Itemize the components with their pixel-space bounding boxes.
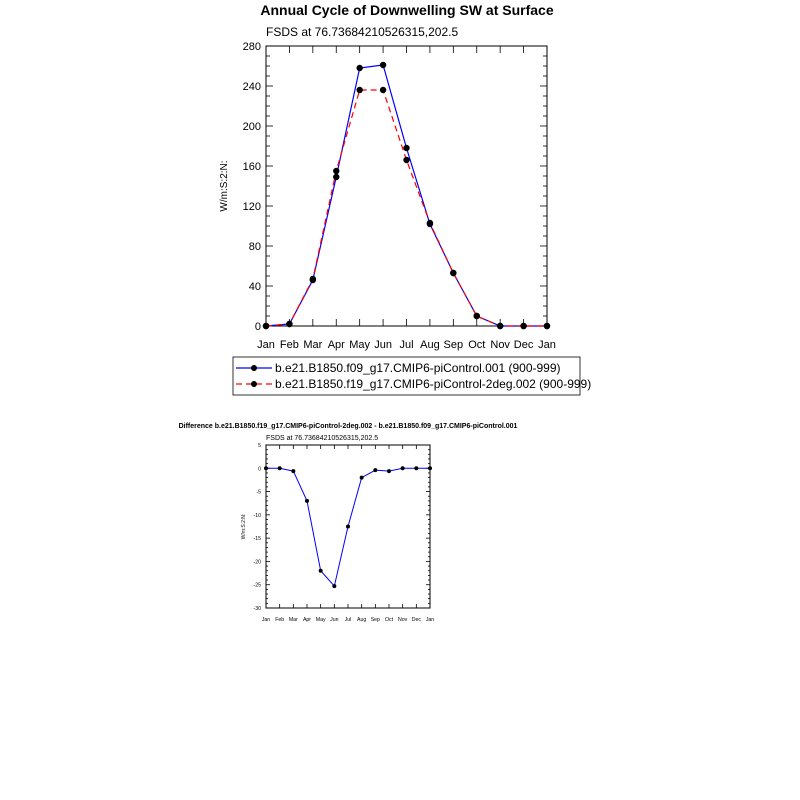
y-tick-label: 240 [242, 81, 261, 94]
y-tick-label: 40 [248, 281, 261, 294]
data-point [356, 65, 362, 71]
data-point [305, 499, 309, 503]
data-point [403, 145, 409, 151]
y-tick-label: 80 [248, 241, 261, 254]
data-point [380, 62, 386, 68]
x-tick-label: Jul [344, 617, 352, 623]
data-point [387, 469, 391, 473]
y-tick-label: -25 [253, 582, 261, 589]
data-point [264, 466, 268, 470]
difference-title: Difference b.e21.B1850.f19_g17.CMIP6-piControl-2deg.002 - b.e21.B1850.f09_g17.CMIP6-piControl.001 [178, 423, 518, 430]
data-point [544, 323, 550, 329]
data-point [333, 168, 339, 174]
data-point [310, 276, 316, 282]
x-tick-label: Sep [443, 339, 464, 351]
data-point [286, 321, 292, 327]
legend [233, 357, 591, 395]
x-tick-label: Jan [425, 617, 435, 623]
x-tick-label: Oct [468, 339, 486, 351]
y-tick-label: 5 [258, 442, 261, 449]
y-tick-label: 160 [242, 161, 261, 174]
data-point [346, 525, 350, 529]
data-point [497, 323, 503, 329]
data-point [450, 270, 456, 276]
y-tick-label: -10 [253, 512, 261, 519]
x-tick-label: Mar [303, 339, 323, 351]
legend-label: b.e21.B1850.f09_g17.CMIP6-piControl.001 (900-999) [275, 361, 561, 375]
x-tick-label: Nov [398, 617, 408, 623]
y-tick-label: -15 [253, 536, 261, 543]
data-point [401, 466, 405, 470]
data-point [380, 87, 386, 93]
y-tick-label: -20 [253, 559, 261, 566]
x-tick-label: Dec [513, 339, 534, 351]
x-tick-label: Jun [374, 339, 392, 351]
data-point [520, 323, 526, 329]
x-tick-label: Jan [257, 339, 275, 351]
y-tick-label: 0 [254, 321, 261, 334]
x-tick-label: Jan [261, 617, 271, 623]
y-tick-label: 280 [242, 41, 261, 54]
data-point [263, 323, 269, 329]
data-point [332, 584, 336, 588]
x-tick-label: Oct [384, 617, 394, 623]
y-tick-label: -5 [256, 489, 261, 496]
data-point [360, 476, 364, 480]
y-tick-label: 0 [258, 466, 261, 473]
x-tick-label: May [349, 339, 371, 351]
difference-chart [179, 423, 518, 623]
data-point [428, 466, 432, 470]
y-tick-label: -30 [253, 605, 261, 612]
x-tick-label: Jun [330, 617, 339, 623]
x-tick-label: Sep [370, 617, 380, 623]
data-point [356, 87, 362, 93]
y-tick-label: 200 [242, 121, 261, 134]
data-point [414, 466, 418, 470]
x-tick-label: Mar [288, 617, 298, 623]
y-tick-label: 120 [242, 201, 261, 214]
data-point [403, 157, 409, 163]
x-tick-label: Apr [327, 339, 345, 351]
chart-subtitle: FSDS at 76.73684210526315,202.5 [266, 435, 379, 442]
x-tick-label: May [315, 617, 326, 623]
data-point [333, 174, 339, 180]
plot-frame [266, 46, 547, 326]
x-tick-label: Aug [357, 617, 367, 623]
y-axis-label: W/m:S:2:N: [219, 160, 230, 212]
x-tick-label: Apr [302, 617, 312, 623]
x-tick-label: Dec [411, 617, 421, 623]
series-line-1 [266, 90, 547, 326]
chart-subtitle: FSDS at 76.73684210526315,202.5 [266, 25, 459, 39]
data-point [278, 466, 282, 470]
data-point [319, 569, 323, 573]
x-tick-label: Nov [490, 339, 510, 351]
legend-marker [251, 365, 257, 371]
data-point [373, 468, 377, 472]
main-chart [219, 25, 556, 351]
data-point [427, 220, 433, 226]
y-axis-label: W/m:S:2:N: [241, 513, 247, 540]
data-point [474, 313, 480, 319]
legend-marker [251, 381, 257, 387]
x-tick-label: Jan [538, 339, 556, 351]
data-point [291, 469, 295, 473]
x-tick-label: Feb [275, 617, 285, 623]
x-tick-label: Feb [279, 339, 299, 351]
legend-label: b.e21.B1850.f19_g17.CMIP6-piControl-2deg.002 (900-999) [275, 377, 592, 391]
x-tick-label: Aug [420, 339, 440, 351]
x-tick-label: Jul [399, 339, 414, 351]
main-title: Annual Cycle of Downwelling SW at Surface [260, 2, 554, 18]
